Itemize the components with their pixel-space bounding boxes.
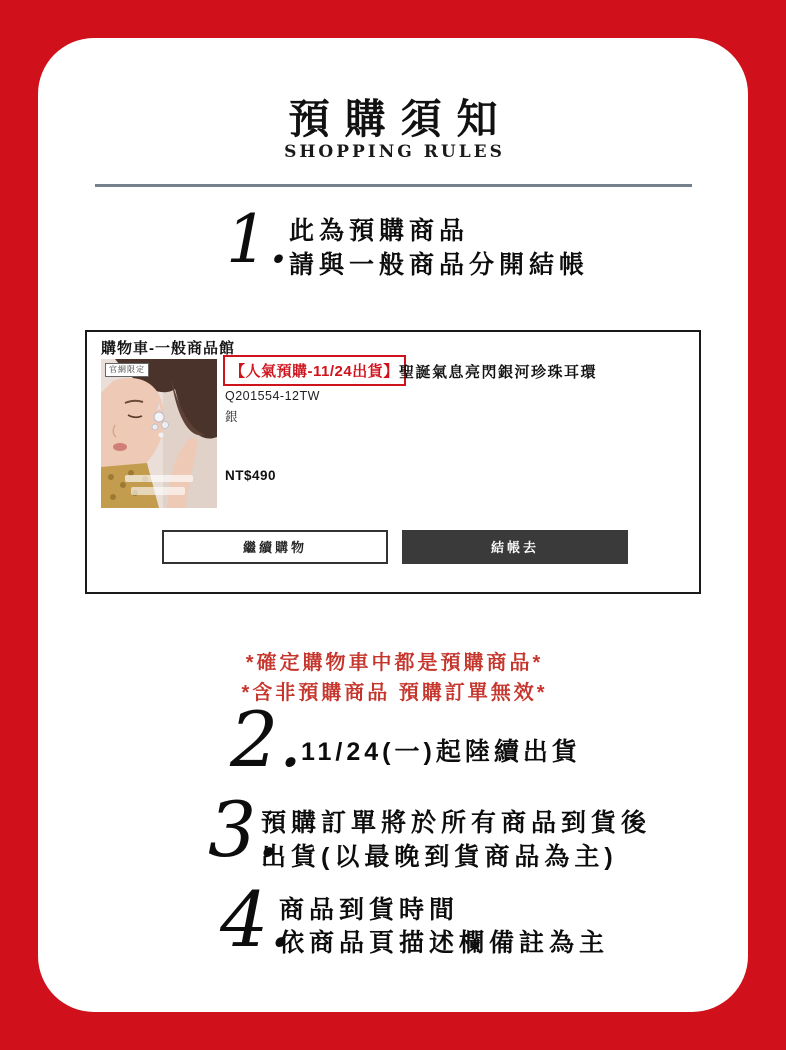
photo-badge: 官網限定 (105, 363, 149, 377)
product-sku: Q201554-12TW (225, 389, 320, 403)
rule-2-text (301, 735, 581, 769)
rule-1-line-1: 此為預購商品 (289, 217, 470, 245)
page-subtitle: SHOPPING RULES (284, 142, 505, 162)
page-title: 預購須知 (288, 96, 513, 142)
product-price: NT$490 (225, 468, 277, 483)
rule-1-number: 1. (226, 201, 289, 278)
rule-4-line-1: 商品到貨時間 (279, 896, 460, 924)
rule-3-text (261, 806, 651, 874)
continue-shopping-button[interactable]: 繼續購物 (162, 530, 388, 564)
rule-2-line-1: 11/24(一)起陸續出貨 (301, 738, 581, 766)
rule-3-line-1: 預購訂單將於所有商品到貨後 (261, 809, 652, 837)
rule-4-number: 4. (220, 875, 293, 964)
rule-4-text (279, 894, 609, 960)
rule-2-number: 2. (230, 695, 303, 784)
cart-screenshot (85, 330, 701, 594)
product-photo (101, 359, 217, 508)
header-divider (95, 184, 692, 187)
rule-3-line-2: 出貨(以最晚到貨商品為主) (261, 843, 618, 871)
warning-line-1: *確定購物車中都是預購商品* (245, 652, 544, 674)
rule-3-number: 3. (208, 785, 281, 874)
product-photo-illustration (101, 359, 217, 508)
product-variant: 銀 (225, 410, 238, 424)
warning-line-2: *含非預購商品 預購訂單無效* (241, 682, 548, 704)
checkout-button[interactable]: 結帳去 (402, 530, 628, 564)
rule-1-line-2: 請與一般商品分開結帳 (289, 251, 590, 279)
rule-4-line-2: 依商品頁描述欄備註為主 (279, 929, 610, 957)
cart-title: 購物車-一般商品館 (101, 340, 235, 357)
preorder-tag: 【人氣預購-11/24出貨】 (223, 355, 406, 386)
rule-1-text (289, 214, 589, 282)
product-name: 聖誕氣息亮閃銀河珍珠耳環 (399, 364, 598, 381)
